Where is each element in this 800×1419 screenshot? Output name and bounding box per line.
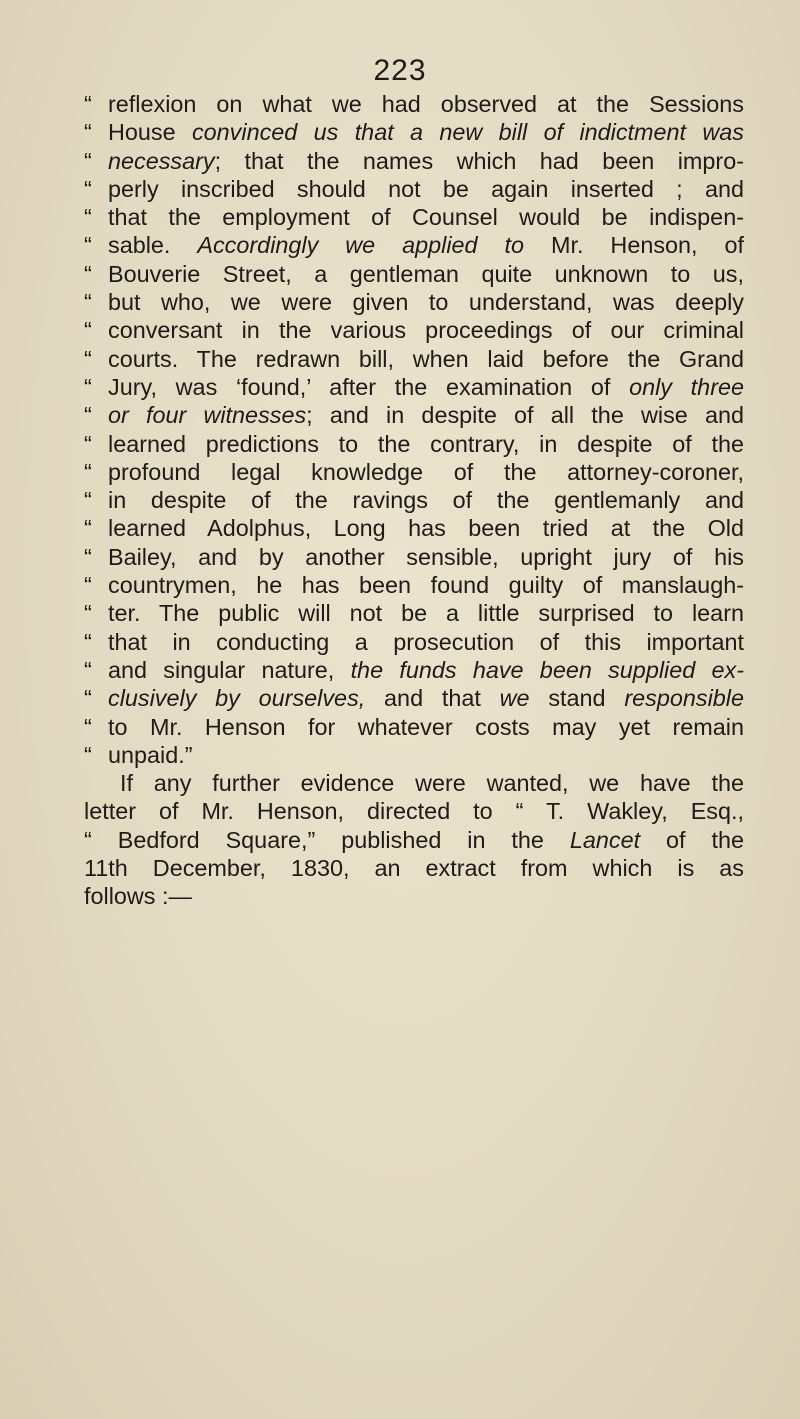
text-segment: learned predictions to the contrary, in despite of the bbox=[108, 430, 744, 457]
text-line bbox=[84, 147, 744, 175]
text-segment: sable. bbox=[108, 232, 198, 259]
quote-mark: “ bbox=[84, 543, 92, 570]
text-line bbox=[84, 854, 744, 882]
text-segment: ; that the names which had been impro- bbox=[214, 147, 744, 174]
text-segment: ; and in despite of all the wise and bbox=[306, 402, 744, 429]
italic-text: necessary bbox=[108, 147, 215, 174]
text-segment: of the bbox=[640, 826, 744, 853]
text-segment: conversant in the various proceedings of our criminal bbox=[108, 317, 744, 344]
text-segment: reflexion on what we had observed at the Sessions bbox=[108, 91, 744, 117]
text-segment: Bailey, and by another sensible, upright jury of his bbox=[108, 543, 744, 570]
quote-mark: “ bbox=[84, 572, 92, 599]
text-line bbox=[84, 741, 744, 769]
text-line bbox=[84, 571, 744, 599]
quote-mark: “ bbox=[84, 204, 92, 231]
text-line bbox=[84, 231, 744, 259]
text-line bbox=[84, 543, 744, 571]
quote-mark: “ bbox=[84, 232, 92, 259]
text-line bbox=[84, 684, 744, 712]
text-segment: ter. The public will not be a little surprised to learn bbox=[108, 600, 744, 627]
quote-mark: “ bbox=[84, 487, 92, 514]
text-segment: letter of Mr. Henson, directed to “ T. Wakley, Esq., bbox=[84, 798, 744, 825]
text-line bbox=[84, 203, 744, 231]
text-segment: Jury, was ‘found,’ after the examination of bbox=[108, 373, 630, 400]
quote-mark: “ bbox=[84, 458, 92, 485]
text-line bbox=[84, 373, 744, 401]
quote-mark: “ bbox=[84, 345, 92, 372]
quote-mark: “ bbox=[84, 260, 92, 287]
text-segment: countrymen, he has been found guilty of manslaugh- bbox=[108, 572, 744, 599]
text-line bbox=[84, 118, 744, 146]
text-line bbox=[84, 345, 744, 373]
text-segment: Bouverie Street, a gentleman quite unknown to us, bbox=[108, 260, 744, 287]
text-line bbox=[84, 769, 744, 797]
italic-text: or four witnesses bbox=[108, 402, 307, 429]
quote-mark: “ bbox=[84, 373, 92, 400]
text-line bbox=[84, 514, 744, 542]
quote-mark: “ bbox=[84, 713, 92, 740]
text-segment: follows :— bbox=[84, 883, 192, 910]
text-segment: perly inscribed should not be again inserted ; and bbox=[108, 175, 744, 202]
text-line bbox=[84, 316, 744, 344]
text-line bbox=[84, 599, 744, 627]
text-segment: to Mr. Henson for whatever costs may yet remain bbox=[108, 713, 744, 740]
text-segment: that in conducting a prosecution of this important bbox=[108, 628, 744, 655]
text-line bbox=[84, 713, 744, 741]
italic-text: we bbox=[499, 685, 530, 712]
quote-mark: “ bbox=[84, 147, 92, 174]
italic-text: Accordingly we applied to bbox=[197, 232, 525, 259]
text-segment: that the employment of Counsel would be indispen- bbox=[108, 204, 744, 231]
page-number: 223 bbox=[373, 54, 427, 87]
italic-text: the funds have been supplied ex- bbox=[350, 656, 744, 683]
text-line bbox=[84, 401, 744, 429]
quote-mark: “ bbox=[84, 656, 92, 683]
quote-mark: “ bbox=[84, 600, 92, 627]
text-line bbox=[84, 260, 744, 288]
italic-text: responsible bbox=[624, 685, 744, 712]
text-line bbox=[84, 175, 744, 203]
text-segment: “ Bedford Square,” published in the bbox=[84, 826, 570, 853]
text-segment: House bbox=[108, 119, 192, 146]
text-segment: but who, we were given to understand, was deeply bbox=[108, 289, 744, 316]
italic-text: clusively by ourselves, bbox=[108, 685, 366, 712]
text-line bbox=[84, 628, 744, 656]
text-line bbox=[84, 882, 744, 910]
quote-mark: “ bbox=[84, 628, 92, 655]
quote-mark: “ bbox=[84, 289, 92, 316]
text-segment: learned Adolphus, Long has been tried at the Old bbox=[108, 515, 744, 542]
text-line bbox=[84, 797, 744, 825]
body-text bbox=[84, 90, 744, 911]
text-line bbox=[84, 430, 744, 458]
quote-mark: “ bbox=[84, 741, 92, 768]
text-segment: If any further evidence were wanted, we have the bbox=[120, 770, 744, 797]
text-line bbox=[84, 486, 744, 514]
text-segment: profound legal knowledge of the attorney-coroner, bbox=[108, 458, 744, 485]
quote-mark: “ bbox=[84, 515, 92, 542]
text-line bbox=[84, 656, 744, 684]
quote-mark: “ bbox=[84, 175, 92, 202]
text-segment: 11th December, 1830, an extract from which is as bbox=[84, 855, 744, 882]
text-segment: and that bbox=[365, 685, 500, 712]
text-line bbox=[84, 826, 744, 854]
quote-mark: “ bbox=[84, 119, 92, 146]
quote-mark: “ bbox=[84, 402, 92, 429]
text-segment: and singular nature, bbox=[108, 656, 351, 683]
text-segment: courts. The redrawn bill, when laid before the Grand bbox=[108, 345, 744, 372]
quote-mark: “ bbox=[84, 317, 92, 344]
text-segment: stand bbox=[529, 685, 625, 712]
text-line bbox=[84, 288, 744, 316]
text-segment: unpaid.” bbox=[108, 741, 193, 768]
text-line bbox=[84, 458, 744, 486]
quote-mark: “ bbox=[84, 430, 92, 457]
text-segment: Mr. Henson, of bbox=[524, 232, 745, 259]
italic-text: only three bbox=[629, 373, 744, 400]
text-segment: in despite of the ravings of the gentlemanly and bbox=[108, 487, 744, 514]
italic-text: Lancet bbox=[569, 826, 641, 853]
text-line bbox=[84, 90, 744, 118]
quote-mark: “ bbox=[84, 91, 92, 117]
italic-text: convinced us that a new bill of indictment was bbox=[191, 119, 744, 146]
quote-mark: “ bbox=[84, 685, 92, 712]
